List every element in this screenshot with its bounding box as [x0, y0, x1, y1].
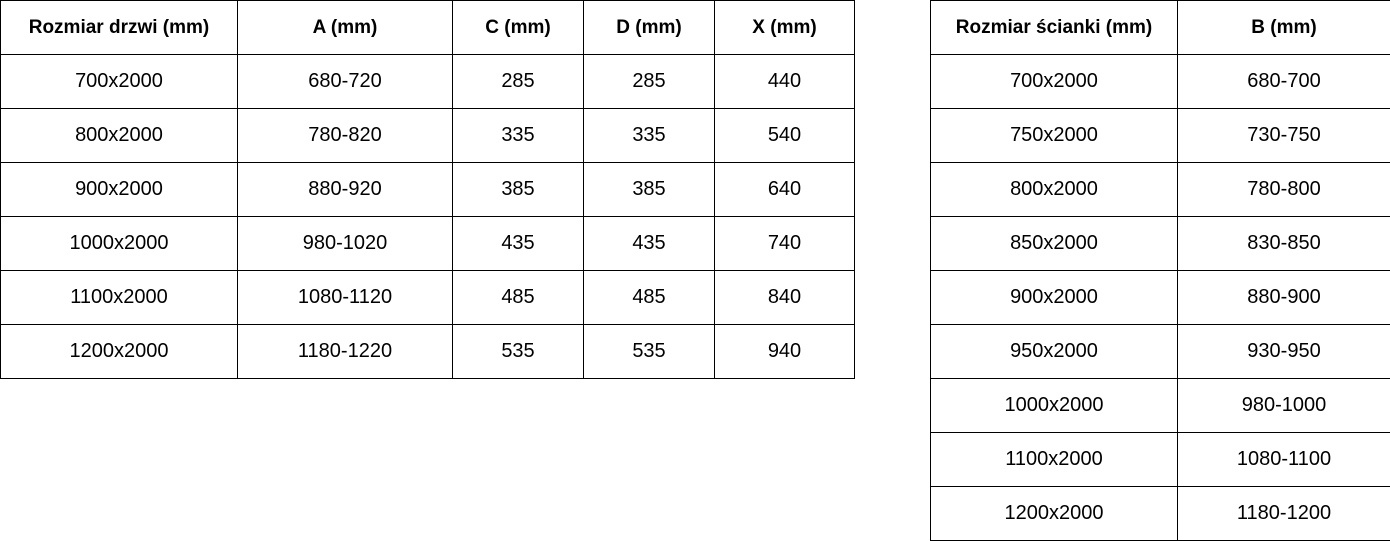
table-row [931, 433, 1390, 487]
column-header-c: C (mm) [453, 1, 584, 55]
cell-wall-size: 1200x2000 [931, 487, 1178, 541]
table-row [931, 163, 1390, 217]
cell-a: 880-920 [238, 163, 453, 217]
cell-d: 335 [584, 109, 715, 163]
cell-door-size: 800x2000 [1, 109, 238, 163]
cell-door-size: 1200x2000 [1, 325, 238, 379]
table-row [931, 55, 1390, 109]
doors-dimensions-table [0, 0, 855, 379]
cell-x: 540 [715, 109, 855, 163]
cell-d: 535 [584, 325, 715, 379]
cell-wall-size: 950x2000 [931, 325, 1178, 379]
cell-c: 485 [453, 271, 584, 325]
column-header-x: X (mm) [715, 1, 855, 55]
cell-d: 485 [584, 271, 715, 325]
cell-door-size: 1100x2000 [1, 271, 238, 325]
cell-c: 535 [453, 325, 584, 379]
cell-a: 1180-1220 [238, 325, 453, 379]
wall-dimensions-table [930, 0, 1390, 541]
table-row [931, 487, 1390, 541]
cell-wall-size: 800x2000 [931, 163, 1178, 217]
cell-wall-size: 750x2000 [931, 109, 1178, 163]
table-row [1, 55, 855, 109]
cell-b: 880-900 [1178, 271, 1390, 325]
table-header-row [1, 1, 855, 55]
column-header-a: A (mm) [238, 1, 453, 55]
cell-c: 385 [453, 163, 584, 217]
table-row [1, 109, 855, 163]
cell-x: 940 [715, 325, 855, 379]
cell-x: 640 [715, 163, 855, 217]
cell-door-size: 700x2000 [1, 55, 238, 109]
cell-a: 980-1020 [238, 217, 453, 271]
column-header-door-size: Rozmiar drzwi (mm) [1, 1, 238, 55]
cell-b: 1180-1200 [1178, 487, 1390, 541]
column-header-d: D (mm) [584, 1, 715, 55]
cell-d: 385 [584, 163, 715, 217]
cell-x: 740 [715, 217, 855, 271]
cell-b: 730-750 [1178, 109, 1390, 163]
cell-a: 680-720 [238, 55, 453, 109]
table-row [1, 271, 855, 325]
column-header-b: B (mm) [1178, 1, 1390, 55]
table-header-row [931, 1, 1390, 55]
cell-c: 285 [453, 55, 584, 109]
cell-door-size: 1000x2000 [1, 217, 238, 271]
table-row [1, 217, 855, 271]
cell-b: 680-700 [1178, 55, 1390, 109]
cell-b: 930-950 [1178, 325, 1390, 379]
cell-b: 1080-1100 [1178, 433, 1390, 487]
column-header-wall-size: Rozmiar ścianki (mm) [931, 1, 1178, 55]
table-row [1, 325, 855, 379]
cell-b: 980-1000 [1178, 379, 1390, 433]
cell-b: 830-850 [1178, 217, 1390, 271]
cell-b: 780-800 [1178, 163, 1390, 217]
table-row [931, 271, 1390, 325]
cell-wall-size: 900x2000 [931, 271, 1178, 325]
cell-wall-size: 700x2000 [931, 55, 1178, 109]
cell-c: 435 [453, 217, 584, 271]
cell-wall-size: 1000x2000 [931, 379, 1178, 433]
cell-d: 435 [584, 217, 715, 271]
cell-door-size: 900x2000 [1, 163, 238, 217]
cell-c: 335 [453, 109, 584, 163]
cell-x: 840 [715, 271, 855, 325]
cell-d: 285 [584, 55, 715, 109]
table-row [1, 163, 855, 217]
table-row [931, 379, 1390, 433]
table-row [931, 217, 1390, 271]
cell-wall-size: 1100x2000 [931, 433, 1178, 487]
cell-a: 780-820 [238, 109, 453, 163]
cell-x: 440 [715, 55, 855, 109]
table-row [931, 109, 1390, 163]
cell-a: 1080-1120 [238, 271, 453, 325]
table-row [931, 325, 1390, 379]
cell-wall-size: 850x2000 [931, 217, 1178, 271]
